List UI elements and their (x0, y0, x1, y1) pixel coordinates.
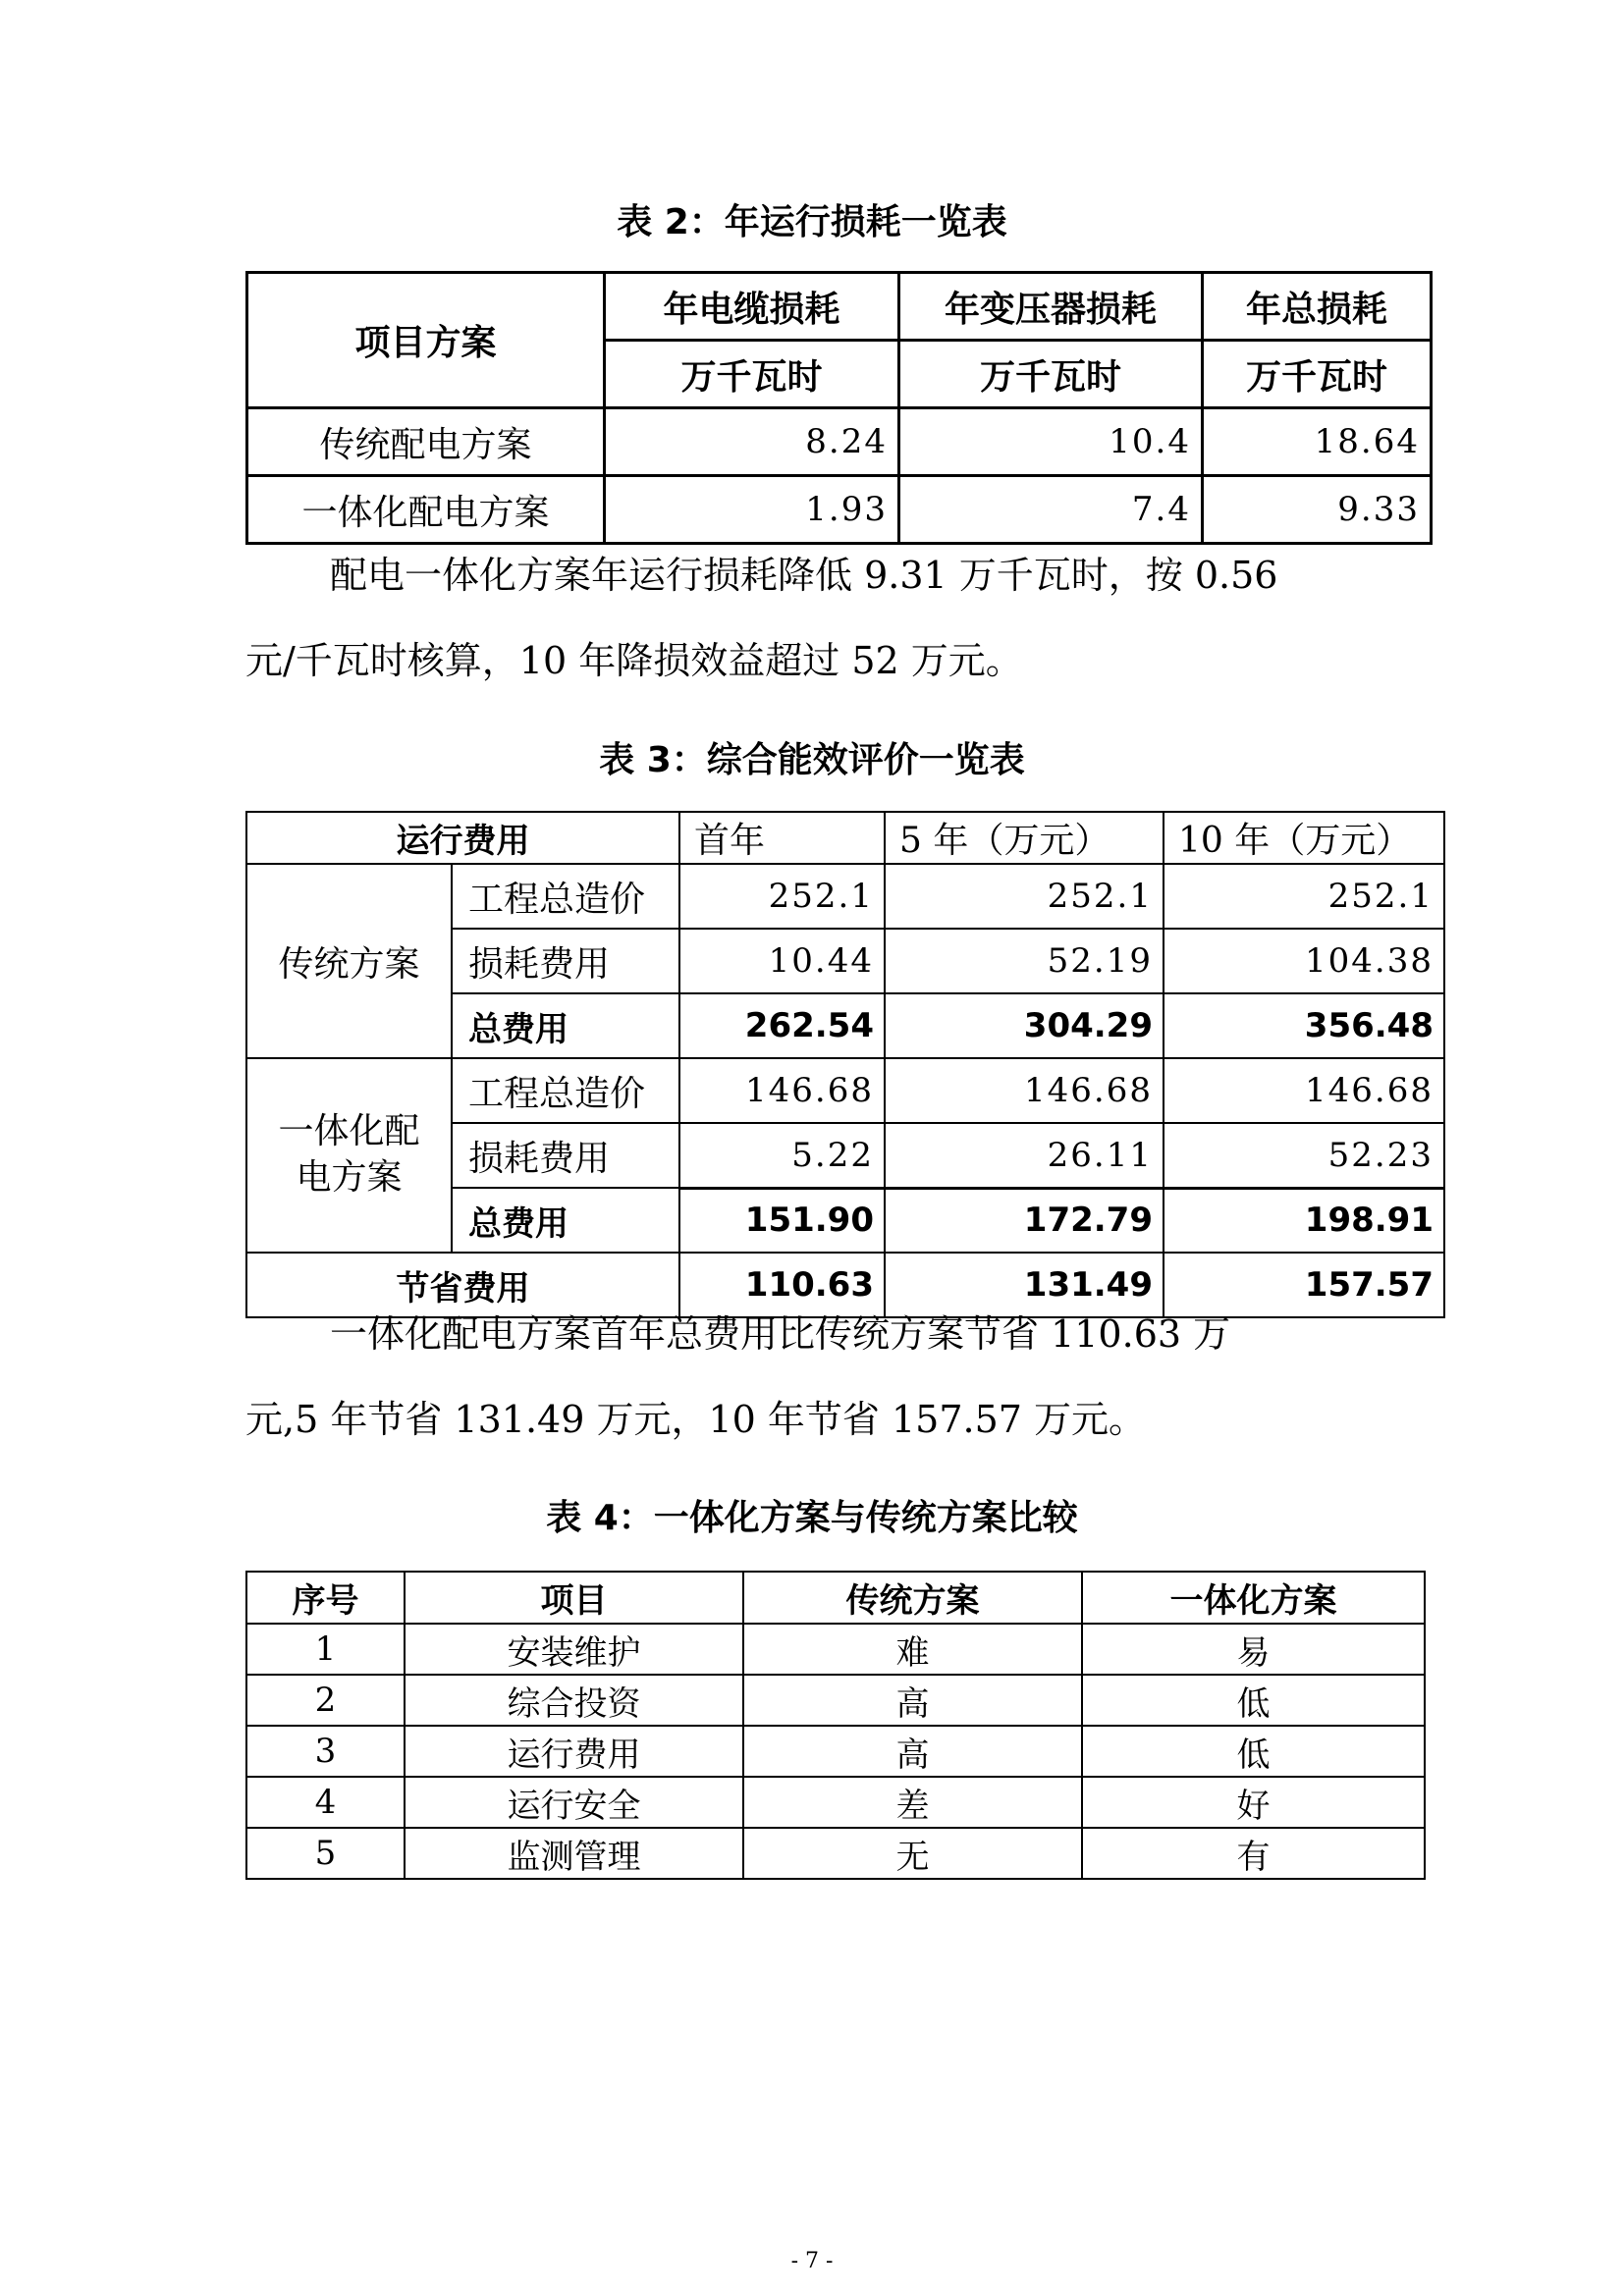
table2-unit: 万千瓦时 (1203, 341, 1432, 408)
table3-cell-total: 198.91 (1164, 1188, 1444, 1253)
table3-header-cost: 运行费用 (246, 812, 679, 864)
table2-unit: 万千瓦时 (605, 341, 899, 408)
table4-cell: 高 (743, 1675, 1082, 1726)
table2-header-total-loss: 年总损耗 (1203, 273, 1432, 341)
table3 (245, 811, 1445, 1318)
table4-cell: 难 (743, 1624, 1082, 1675)
table3-savings-cell: 131.49 (885, 1253, 1164, 1317)
table-row (246, 1777, 1425, 1828)
table3-cell: 252.1 (679, 864, 885, 929)
table4-header-traditional: 传统方案 (743, 1572, 1082, 1624)
table3-cell: 146.68 (679, 1058, 885, 1123)
table2 (245, 271, 1433, 545)
table2-cell: 1.93 (605, 476, 899, 544)
table4-cell: 运行费用 (405, 1726, 743, 1777)
table4 (245, 1571, 1426, 1880)
table3-cell: 5.22 (679, 1123, 885, 1188)
table3-group-traditional: 传统方案 (246, 864, 452, 1058)
table3-savings-cell: 157.57 (1164, 1253, 1444, 1317)
table2-cell: 9.33 (1203, 476, 1432, 544)
table3-cell: 52.19 (885, 929, 1164, 993)
table3-group-integrated (246, 1058, 452, 1253)
table4-header-index: 序号 (246, 1572, 405, 1624)
table4-header-integrated: 一体化方案 (1082, 1572, 1425, 1624)
table3-row-label-total: 总费用 (452, 1188, 679, 1253)
table4-cell: 高 (743, 1726, 1082, 1777)
table2-caption: 表 2：年运行损耗一览表 (617, 202, 1007, 242)
table3-row-label: 损耗费用 (452, 929, 679, 993)
table2-unit: 万千瓦时 (899, 341, 1203, 408)
table3-cell: 252.1 (1164, 864, 1444, 929)
table4-cell: 综合投资 (405, 1675, 743, 1726)
table3-cell: 26.11 (885, 1123, 1164, 1188)
table3-cell: 52.23 (1164, 1123, 1444, 1188)
table-row (246, 1675, 1425, 1726)
table4-cell: 低 (1082, 1675, 1425, 1726)
table3-cell-total: 356.48 (1164, 993, 1444, 1058)
table4-cell: 差 (743, 1777, 1082, 1828)
table4-cell: 运行安全 (405, 1777, 743, 1828)
table2-cell: 8.24 (605, 408, 899, 476)
table2-cell: 10.4 (899, 408, 1203, 476)
table4-cell: 有 (1082, 1828, 1425, 1879)
table4-cell: 安装维护 (405, 1624, 743, 1675)
table4-cell: 2 (246, 1675, 405, 1726)
table3-cell-total: 151.90 (679, 1188, 885, 1253)
table-row (246, 1624, 1425, 1675)
table3-group-integrated-line1: 一体化配 (278, 1111, 420, 1152)
table3-header-10-year: 10 年（万元） (1164, 812, 1444, 864)
table4-cell: 无 (743, 1828, 1082, 1879)
table-row (246, 1058, 1444, 1123)
table-row (247, 476, 1432, 544)
table4-cell: 监测管理 (405, 1828, 743, 1879)
table3-header-5-year: 5 年（万元） (885, 812, 1164, 864)
table-row (246, 864, 1444, 929)
page-number: - 7 - (790, 2249, 834, 2273)
paragraph1-line2: 元/千瓦时核算，10 年降损效益超过 52 万元。 (245, 639, 1023, 682)
table-row (246, 1253, 1444, 1317)
table3-cell-total: 172.79 (885, 1188, 1164, 1253)
table3-row-label-total: 总费用 (452, 993, 679, 1058)
table4-cell: 1 (246, 1624, 405, 1675)
table-row (246, 1828, 1425, 1879)
table4-cell: 4 (246, 1777, 405, 1828)
table3-cell: 104.38 (1164, 929, 1444, 993)
table3-savings-label: 节省费用 (246, 1253, 679, 1317)
table2-row-name: 一体化配电方案 (247, 476, 605, 544)
table3-group-integrated-line2: 电方案 (296, 1157, 403, 1198)
table4-cell: 3 (246, 1726, 405, 1777)
table2-row-name: 传统配电方案 (247, 408, 605, 476)
table3-row-label: 损耗费用 (452, 1123, 679, 1188)
table3-cell: 252.1 (885, 864, 1164, 929)
table4-header-item: 项目 (405, 1572, 743, 1624)
table-row (247, 408, 1432, 476)
table4-cell: 易 (1082, 1624, 1425, 1675)
table3-cell: 146.68 (1164, 1058, 1444, 1123)
table2-header-project: 项目方案 (247, 273, 605, 408)
table2-cell: 7.4 (899, 476, 1203, 544)
table3-cell: 146.68 (885, 1058, 1164, 1123)
table4-caption: 表 4：一体化方案与传统方案比较 (546, 1498, 1078, 1538)
table3-row-label: 工程总造价 (452, 864, 679, 929)
table4-cell: 低 (1082, 1726, 1425, 1777)
paragraph1-line1: 配电一体化方案年运行损耗降低 9.31 万千瓦时，按 0.56 (330, 554, 1278, 597)
table3-header-first-year: 首年 (679, 812, 885, 864)
paragraph2-line1: 一体化配电方案首年总费用比传统方案节省 110.63 万 (330, 1312, 1231, 1356)
paragraph2-line2: 元,5 年节省 131.49 万元，10 年节省 157.57 万元。 (245, 1398, 1147, 1441)
table4-cell: 5 (246, 1828, 405, 1879)
table3-cell: 10.44 (679, 929, 885, 993)
table2-header-transformer-loss: 年变压器损耗 (899, 273, 1203, 341)
table3-cell-total: 304.29 (885, 993, 1164, 1058)
table3-caption: 表 3：综合能效评价一览表 (599, 740, 1025, 780)
table3-row-label: 工程总造价 (452, 1058, 679, 1123)
table2-cell: 18.64 (1203, 408, 1432, 476)
table3-cell-total: 262.54 (679, 993, 885, 1058)
table3-savings-cell: 110.63 (679, 1253, 885, 1317)
table2-header-cable-loss: 年电缆损耗 (605, 273, 899, 341)
table-row (246, 1726, 1425, 1777)
table4-cell: 好 (1082, 1777, 1425, 1828)
